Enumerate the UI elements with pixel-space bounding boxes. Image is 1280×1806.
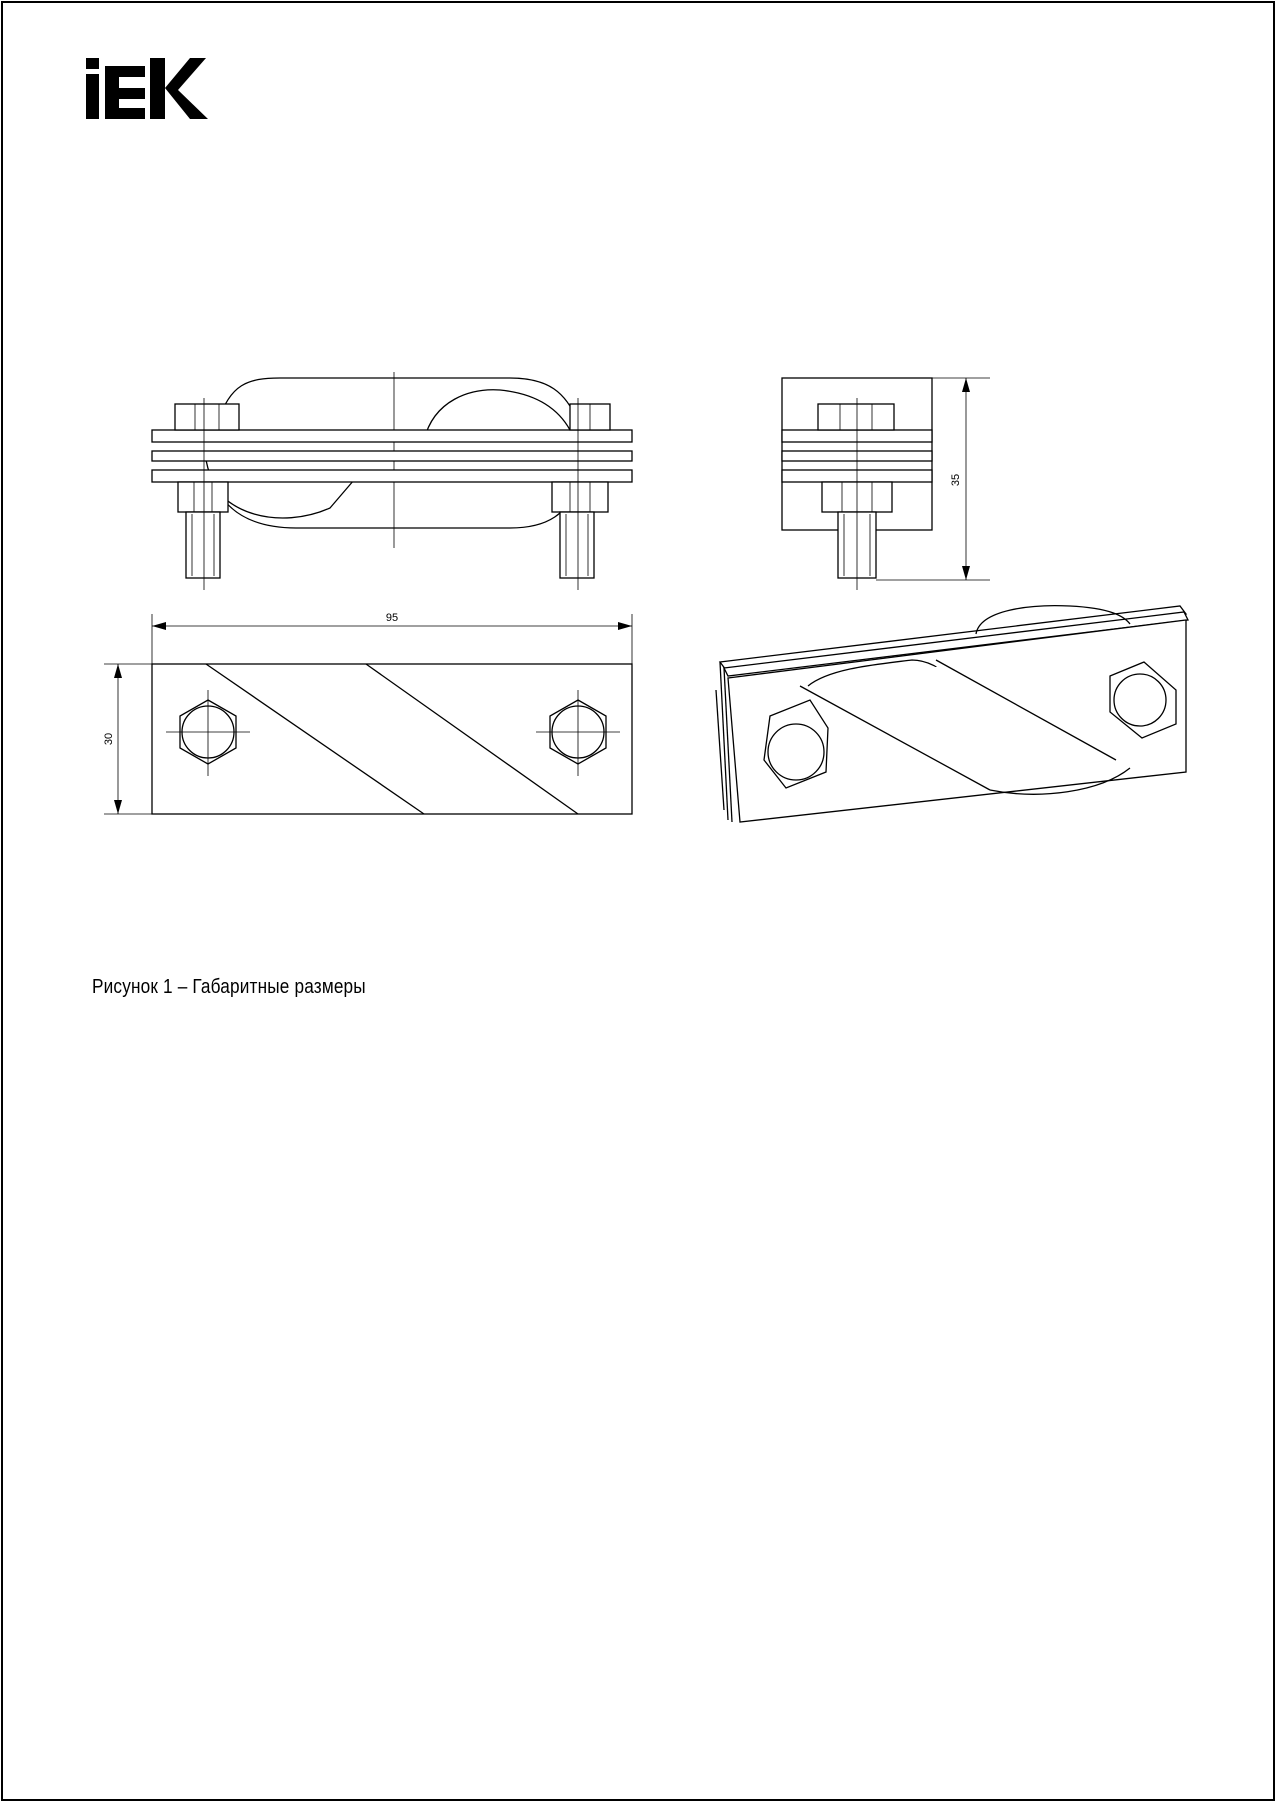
width-dimension-label: 95: [385, 612, 399, 624]
front-view: [152, 372, 632, 590]
isometric-view: [716, 606, 1188, 822]
figure-caption: Рисунок 1 – Габаритные размеры: [92, 976, 366, 998]
depth-dimension-label: 35: [950, 473, 962, 487]
side-view: [782, 378, 990, 590]
height-dimension-label: 30: [103, 732, 115, 746]
top-view: [103, 612, 632, 814]
